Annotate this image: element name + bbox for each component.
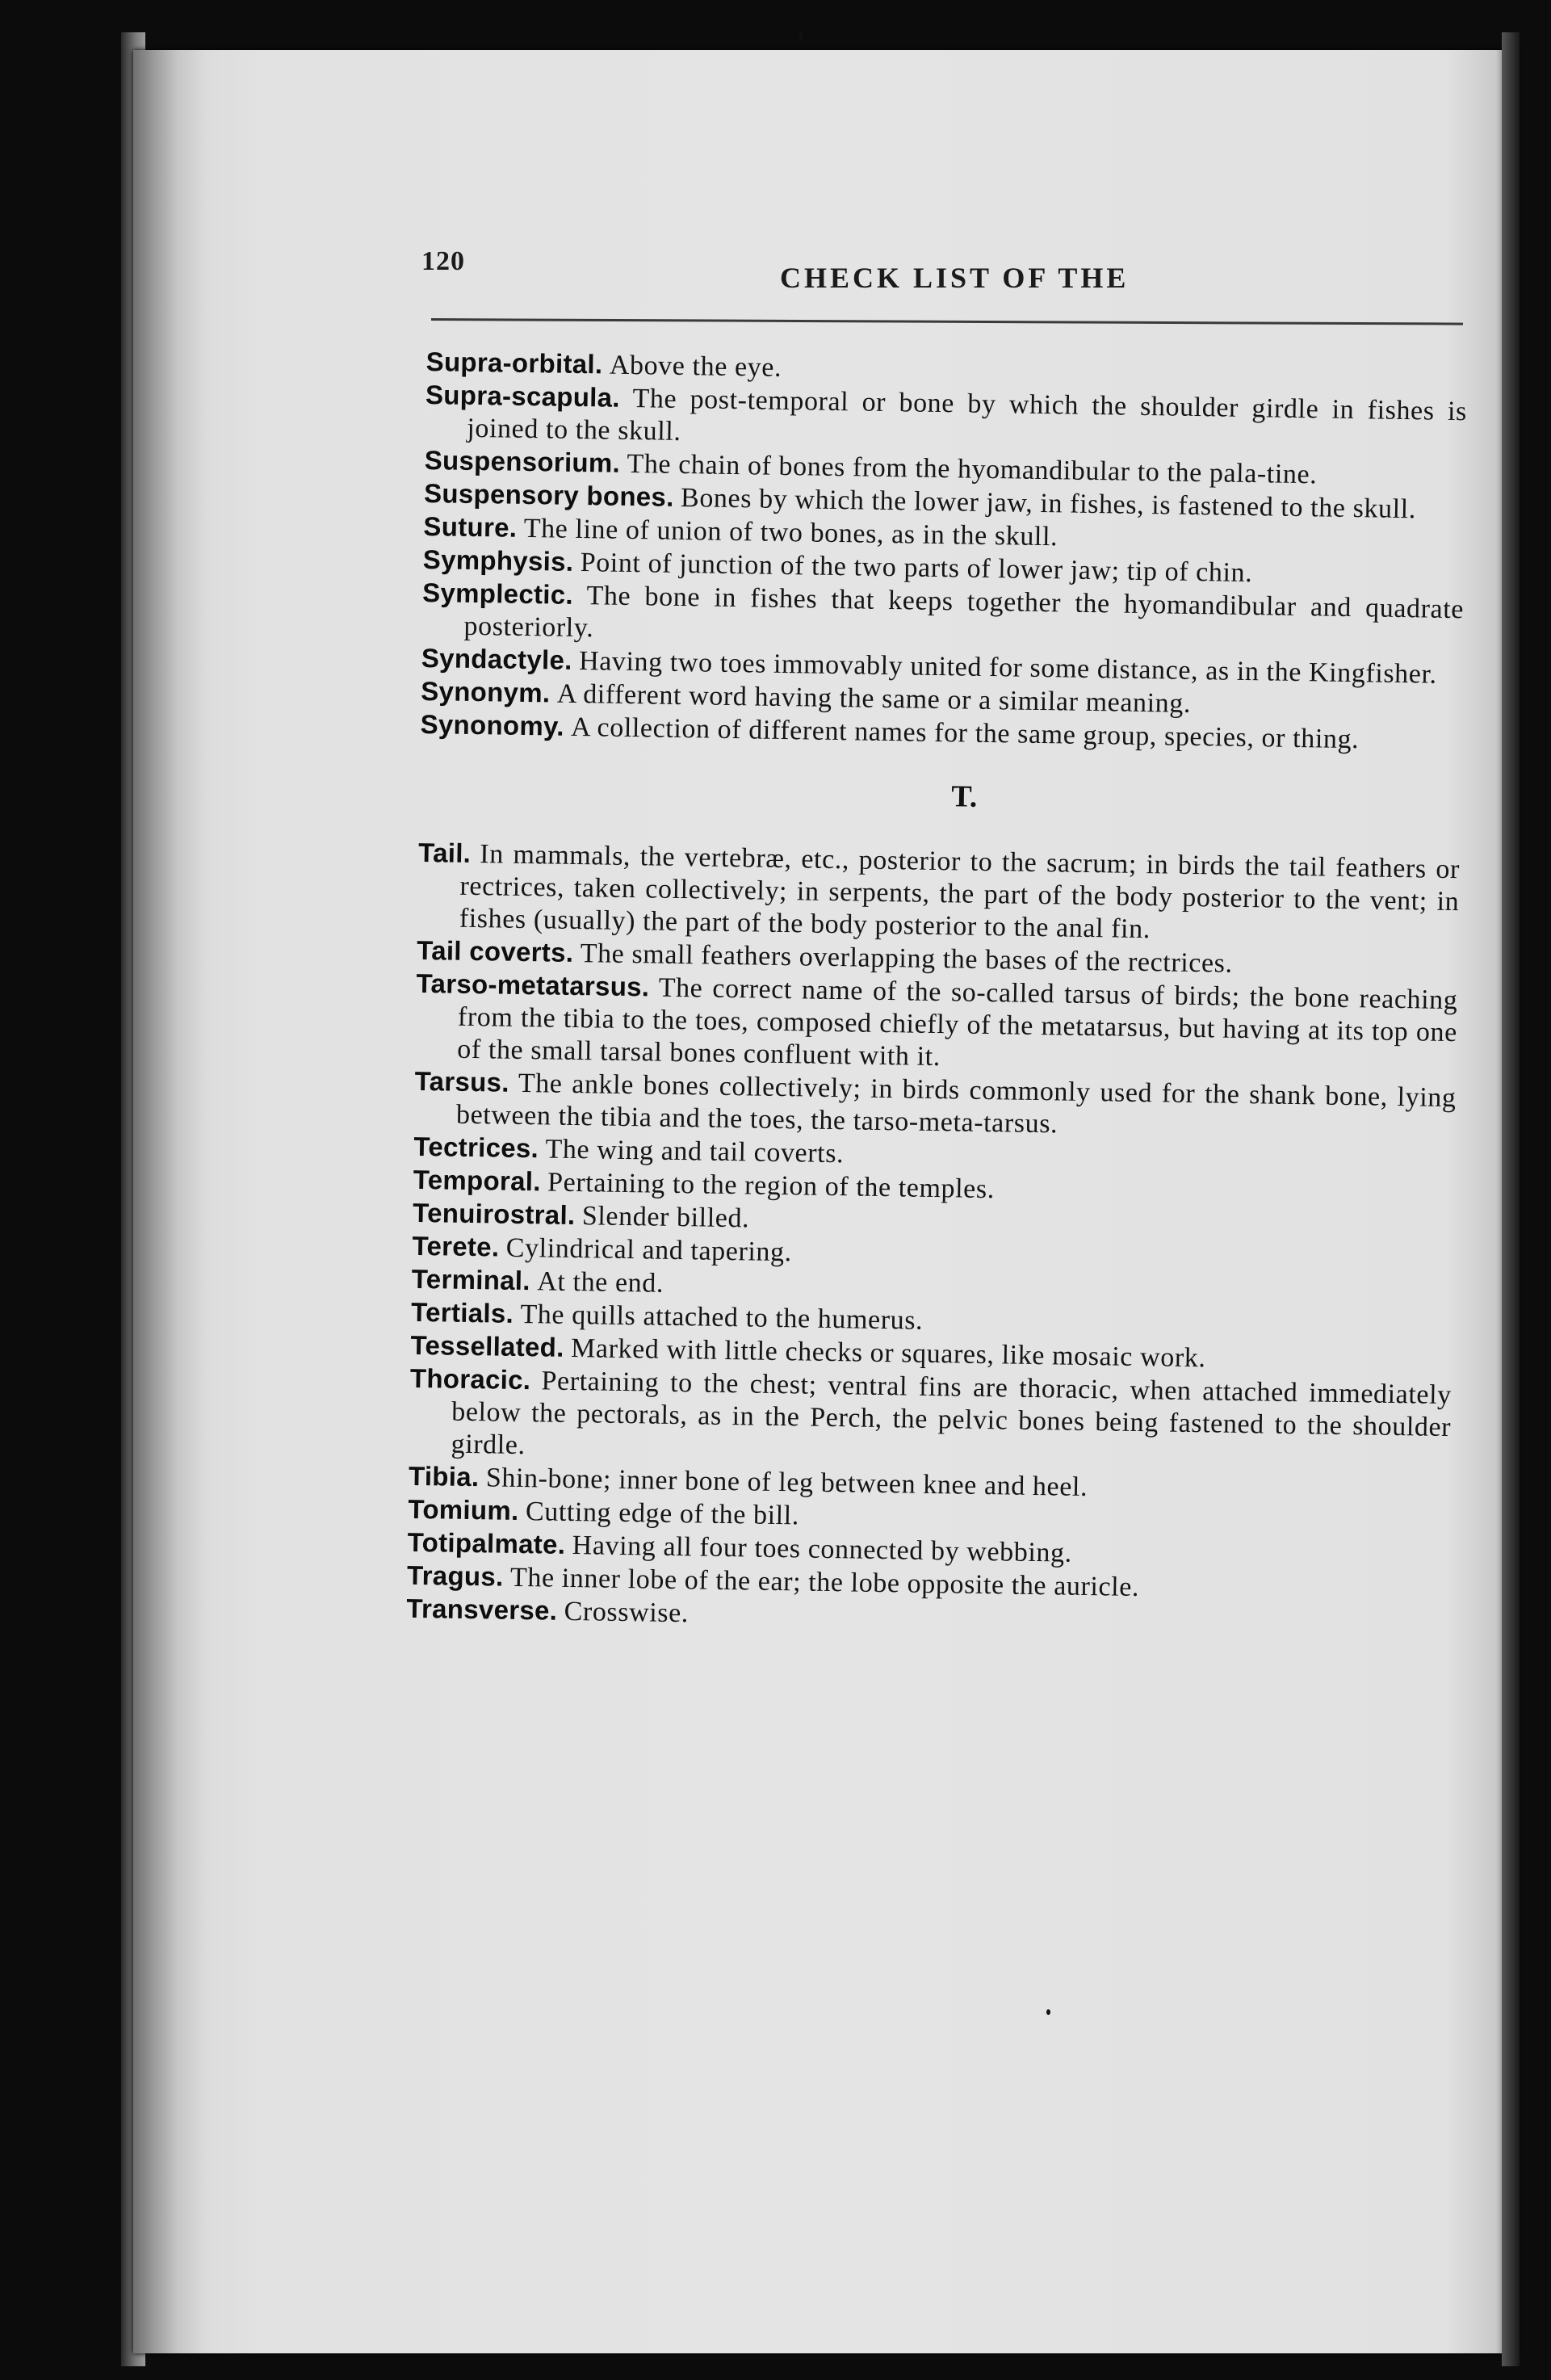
glossary-definition: Cylindrical and tapering.	[505, 1232, 793, 1268]
glossary-term: Tarso-metatarsus.	[416, 968, 650, 1002]
glossary-term: Transverse.	[406, 1593, 558, 1626]
glossary-term: Synonym.	[420, 675, 551, 708]
glossary-term: Syndactyle.	[421, 642, 572, 675]
glossary-term: Suspensory bones.	[423, 477, 674, 512]
glossary-definition: Point of junction of the two parts of lower jaw; tip of chin.	[580, 548, 1253, 589]
glossary-term: Tibia.	[408, 1460, 480, 1492]
glossary-entry	[417, 837, 1461, 951]
glossary-term: Supra-scapula.	[425, 379, 621, 413]
glossary-definition: A different word having the same or a similar meaning.	[556, 678, 1192, 719]
page-number: 120	[421, 246, 465, 276]
glossary-term: Tail.	[417, 837, 472, 868]
glossary-term: Symplectic.	[421, 577, 574, 610]
glossary-term: Tessellated.	[410, 1329, 564, 1362]
glossary-term: Tomium.	[408, 1493, 519, 1526]
header-title: CHECK LIST OF THE	[780, 262, 1130, 294]
glossary-definition: Above the eye.	[609, 350, 782, 383]
glossary-term: Totipalmate.	[407, 1526, 566, 1559]
glossary-definition: Having two toes immovably united for some distance, as in the Kingfisher.	[578, 646, 1437, 690]
scan-speck	[1046, 2009, 1050, 2015]
glossary-text	[406, 346, 1468, 1642]
glossary-term: Suspensorium.	[424, 444, 621, 478]
glossary-term: Tragus.	[406, 1559, 504, 1592]
glossary-definition: Crosswise.	[564, 1596, 690, 1629]
glossary-entry	[409, 1362, 1452, 1476]
glossary-definition: Having all four toes connected by webbing.	[572, 1530, 1073, 1568]
glossary-term: Tarsus.	[414, 1065, 510, 1098]
glossary-definition: The chain of bones from the hyomandibular to the pala-tine.	[627, 448, 1318, 490]
glossary-term: Tertials.	[410, 1296, 514, 1329]
glossary-term: Tectrices.	[413, 1131, 539, 1164]
glossary-definition: The post-temporal or bone by which the shoulder girdle in fishes is joined to the skull.	[467, 384, 1468, 447]
glossary-term: Temporal.	[413, 1164, 542, 1197]
glossary-term: Supra-orbital.	[425, 346, 603, 380]
glossary-definition: Slender billed.	[581, 1201, 750, 1234]
glossary-term: Synonomy.	[420, 708, 565, 741]
glossary-definition: Cutting edge of the bill.	[525, 1496, 800, 1531]
glossary-definition: The line of union of two bones, as in the skull.	[523, 513, 1058, 552]
glossary-term: Terminal.	[411, 1263, 531, 1296]
glossary-definition: A collection of different names for the same group, species, or thing.	[570, 711, 1360, 755]
glossary-term: Tenuirostral.	[412, 1197, 576, 1231]
section-heading: T.	[950, 779, 978, 814]
glossary-definition: At the end.	[536, 1266, 664, 1299]
page-edge-shadow	[1502, 32, 1520, 2366]
glossary-definition: The inner lobe of the ear; the lobe opposite the auricle.	[509, 1562, 1140, 1603]
glossary-term: Suture.	[423, 510, 518, 543]
glossary-definition: The ankle bones collectively; in birds commonly used for the shank bone, lying between the tibia and the toes, the tarso-meta-tarsus.	[455, 1068, 1457, 1140]
glossary-definition: The small feathers overlapping the bases of the rectrices.	[580, 938, 1233, 979]
glossary-definition: Pertaining to the region of the temples.	[547, 1167, 996, 1205]
glossary-term: Tail coverts.	[416, 934, 574, 968]
glossary-definition: The bone in fishes that keeps together the hyomandibular and quadrate posteriorly.	[463, 581, 1465, 644]
glossary-definition: Bones by which the lower jaw, in fishes, is fastened to the skull.	[680, 482, 1417, 525]
glossary-term: Symphysis.	[422, 544, 574, 577]
glossary-definition: Shin-bone; inner bone of leg between knee and heel.	[485, 1463, 1088, 1503]
glossary-definition: The wing and tail coverts.	[545, 1134, 845, 1169]
scan-speck	[799, 32, 803, 40]
glossary-definition: In mammals, the vertebræ, etc., posterior to the sacrum; in birds the tail feathers or rectrices, taken collectively; in serpents, the part of the body posterior to the vent; in fishes (usually) the part of the body posterior to the anal fin.	[459, 839, 1461, 945]
glossary-entry	[415, 968, 1458, 1081]
glossary-definition: Marked with little checks or squares, like mosaic work.	[570, 1333, 1206, 1374]
glossary-definition: The correct name of the so-called tarsus of birds; the bone reaching from the tibia to the toes, composed chiefly of the metatarsus, but having at its top one of the small tarsal bones confluent with it.	[457, 972, 1458, 1072]
glossary-definition: Pertaining to the chest; ventral fins are thoracic, when attached immediately below the pectorals, as in the Perch, the pelvic bones being fastened to the shoulder girdle.	[451, 1366, 1452, 1461]
glossary-term: Thoracic.	[409, 1362, 531, 1396]
glossary-term: Terete.	[412, 1230, 500, 1262]
glossary-definition: The quills attached to the humerus.	[520, 1299, 924, 1336]
